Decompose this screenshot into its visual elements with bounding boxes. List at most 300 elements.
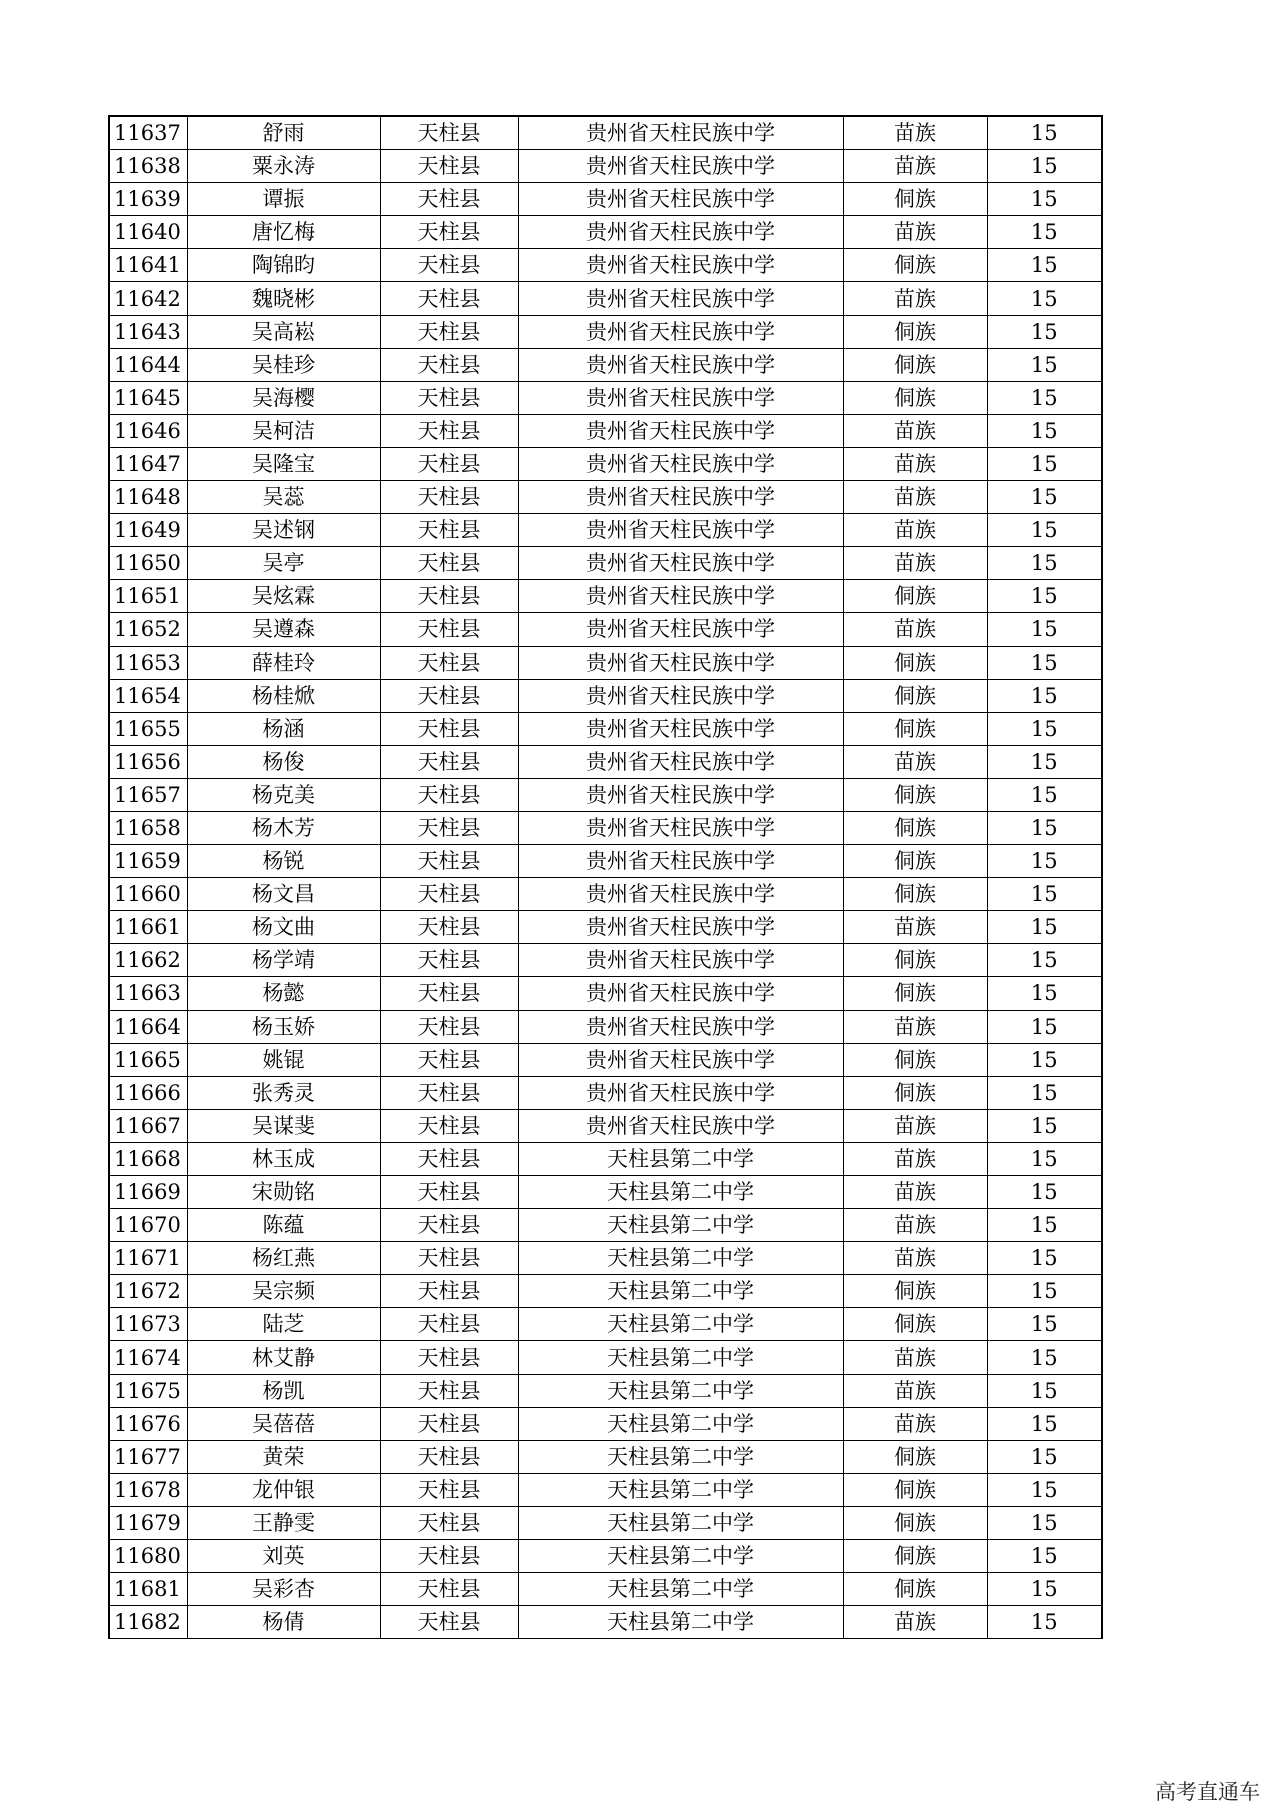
name-cell: 陈蕴 — [187, 1209, 380, 1242]
county-cell: 天柱县 — [380, 216, 518, 249]
ethnicity-cell: 侗族 — [843, 1540, 987, 1573]
row-number-cell: 11670 — [109, 1209, 187, 1242]
ethnicity-cell: 侗族 — [843, 381, 987, 414]
school-cell: 贵州省天柱民族中学 — [518, 116, 843, 150]
school-cell: 贵州省天柱民族中学 — [518, 216, 843, 249]
county-cell: 天柱县 — [380, 481, 518, 514]
county-cell: 天柱县 — [380, 282, 518, 315]
score-cell: 15 — [987, 116, 1102, 150]
row-number-cell: 11652 — [109, 613, 187, 646]
ethnicity-cell: 侗族 — [843, 249, 987, 282]
school-cell: 贵州省天柱民族中学 — [518, 1043, 843, 1076]
ethnicity-cell: 侗族 — [843, 811, 987, 844]
table-row — [109, 1473, 1102, 1506]
ethnicity-cell: 侗族 — [843, 944, 987, 977]
table-row — [109, 1010, 1102, 1043]
ethnicity-cell: 侗族 — [843, 1275, 987, 1308]
row-number-cell: 11653 — [109, 646, 187, 679]
name-cell: 杨红燕 — [187, 1242, 380, 1275]
name-cell: 杨克美 — [187, 778, 380, 811]
row-number-cell: 11667 — [109, 1109, 187, 1142]
row-number-cell: 11665 — [109, 1043, 187, 1076]
score-cell: 15 — [987, 1010, 1102, 1043]
name-cell: 魏晓彬 — [187, 282, 380, 315]
county-cell: 天柱县 — [380, 1573, 518, 1606]
row-number-cell: 11646 — [109, 414, 187, 447]
score-cell: 15 — [987, 1275, 1102, 1308]
row-number-cell: 11650 — [109, 547, 187, 580]
table-row — [109, 1506, 1102, 1539]
name-cell: 杨锐 — [187, 845, 380, 878]
county-cell: 天柱县 — [380, 1374, 518, 1407]
table-row — [109, 878, 1102, 911]
table-row — [109, 1606, 1102, 1639]
score-cell: 15 — [987, 977, 1102, 1010]
ethnicity-cell: 侗族 — [843, 1308, 987, 1341]
name-cell: 宋勋铭 — [187, 1176, 380, 1209]
county-cell: 天柱县 — [380, 547, 518, 580]
school-cell: 天柱县第二中学 — [518, 1407, 843, 1440]
name-cell: 谭振 — [187, 183, 380, 216]
ethnicity-cell: 侗族 — [843, 679, 987, 712]
school-cell: 贵州省天柱民族中学 — [518, 712, 843, 745]
ethnicity-cell: 苗族 — [843, 282, 987, 315]
row-number-cell: 11640 — [109, 216, 187, 249]
row-number-cell: 11678 — [109, 1473, 187, 1506]
school-cell: 贵州省天柱民族中学 — [518, 845, 843, 878]
row-number-cell: 11680 — [109, 1540, 187, 1573]
school-cell: 贵州省天柱民族中学 — [518, 315, 843, 348]
score-cell: 15 — [987, 878, 1102, 911]
table-row — [109, 1341, 1102, 1374]
ethnicity-cell: 苗族 — [843, 216, 987, 249]
score-cell: 15 — [987, 1109, 1102, 1142]
county-cell: 天柱县 — [380, 1506, 518, 1539]
score-cell: 15 — [987, 315, 1102, 348]
county-cell: 天柱县 — [380, 1242, 518, 1275]
row-number-cell: 11682 — [109, 1606, 187, 1639]
table-row — [109, 447, 1102, 480]
score-cell: 15 — [987, 1473, 1102, 1506]
score-cell: 15 — [987, 1440, 1102, 1473]
score-cell: 15 — [987, 1506, 1102, 1539]
name-cell: 杨木芳 — [187, 811, 380, 844]
school-cell: 贵州省天柱民族中学 — [518, 348, 843, 381]
row-number-cell: 11672 — [109, 1275, 187, 1308]
name-cell: 杨玉娇 — [187, 1010, 380, 1043]
school-cell: 贵州省天柱民族中学 — [518, 878, 843, 911]
row-number-cell: 11651 — [109, 580, 187, 613]
ethnicity-cell: 侗族 — [843, 1076, 987, 1109]
name-cell: 吴蓓蓓 — [187, 1407, 380, 1440]
school-cell: 天柱县第二中学 — [518, 1308, 843, 1341]
score-cell: 15 — [987, 845, 1102, 878]
ethnicity-cell: 苗族 — [843, 1606, 987, 1639]
score-cell: 15 — [987, 547, 1102, 580]
name-cell: 林艾静 — [187, 1341, 380, 1374]
table-row — [109, 613, 1102, 646]
score-cell: 15 — [987, 712, 1102, 745]
row-number-cell: 11662 — [109, 944, 187, 977]
school-cell: 天柱县第二中学 — [518, 1440, 843, 1473]
table-row — [109, 679, 1102, 712]
row-number-cell: 11655 — [109, 712, 187, 745]
table-row — [109, 1142, 1102, 1175]
school-cell: 天柱县第二中学 — [518, 1473, 843, 1506]
ethnicity-cell: 侗族 — [843, 712, 987, 745]
row-number-cell: 11663 — [109, 977, 187, 1010]
county-cell: 天柱县 — [380, 712, 518, 745]
name-cell: 唐忆梅 — [187, 216, 380, 249]
table-row — [109, 1209, 1102, 1242]
school-cell: 贵州省天柱民族中学 — [518, 580, 843, 613]
row-number-cell: 11657 — [109, 778, 187, 811]
school-cell: 贵州省天柱民族中学 — [518, 646, 843, 679]
school-cell: 贵州省天柱民族中学 — [518, 249, 843, 282]
table-row — [109, 249, 1102, 282]
ethnicity-cell: 苗族 — [843, 1341, 987, 1374]
table-row — [109, 1573, 1102, 1606]
school-cell: 贵州省天柱民族中学 — [518, 381, 843, 414]
ethnicity-cell: 苗族 — [843, 1374, 987, 1407]
row-number-cell: 11661 — [109, 911, 187, 944]
school-cell: 贵州省天柱民族中学 — [518, 547, 843, 580]
county-cell: 天柱县 — [380, 315, 518, 348]
ethnicity-cell: 苗族 — [843, 1142, 987, 1175]
school-cell: 天柱县第二中学 — [518, 1209, 843, 1242]
score-cell: 15 — [987, 1308, 1102, 1341]
county-cell: 天柱县 — [380, 911, 518, 944]
ethnicity-cell: 侗族 — [843, 1506, 987, 1539]
name-cell: 姚锟 — [187, 1043, 380, 1076]
roster-table — [108, 115, 1103, 1639]
school-cell: 天柱县第二中学 — [518, 1176, 843, 1209]
county-cell: 天柱县 — [380, 1473, 518, 1506]
county-cell: 天柱县 — [380, 1109, 518, 1142]
school-cell: 贵州省天柱民族中学 — [518, 282, 843, 315]
score-cell: 15 — [987, 447, 1102, 480]
row-number-cell: 11677 — [109, 1440, 187, 1473]
score-cell: 15 — [987, 348, 1102, 381]
score-cell: 15 — [987, 216, 1102, 249]
school-cell: 贵州省天柱民族中学 — [518, 514, 843, 547]
ethnicity-cell: 侗族 — [843, 580, 987, 613]
row-number-cell: 11664 — [109, 1010, 187, 1043]
row-number-cell: 11638 — [109, 150, 187, 183]
school-cell: 贵州省天柱民族中学 — [518, 1076, 843, 1109]
county-cell: 天柱县 — [380, 580, 518, 613]
name-cell: 吴宗频 — [187, 1275, 380, 1308]
ethnicity-cell: 侗族 — [843, 778, 987, 811]
score-cell: 15 — [987, 679, 1102, 712]
table-row — [109, 712, 1102, 745]
ethnicity-cell: 苗族 — [843, 481, 987, 514]
score-cell: 15 — [987, 381, 1102, 414]
name-cell: 舒雨 — [187, 116, 380, 150]
school-cell: 贵州省天柱民族中学 — [518, 1109, 843, 1142]
score-cell: 15 — [987, 580, 1102, 613]
name-cell: 杨文昌 — [187, 878, 380, 911]
school-cell: 贵州省天柱民族中学 — [518, 811, 843, 844]
table-row — [109, 1440, 1102, 1473]
county-cell: 天柱县 — [380, 811, 518, 844]
score-cell: 15 — [987, 249, 1102, 282]
score-cell: 15 — [987, 514, 1102, 547]
county-cell: 天柱县 — [380, 1606, 518, 1639]
score-cell: 15 — [987, 1573, 1102, 1606]
score-cell: 15 — [987, 1043, 1102, 1076]
name-cell: 吴亭 — [187, 547, 380, 580]
school-cell: 天柱县第二中学 — [518, 1540, 843, 1573]
ethnicity-cell: 苗族 — [843, 1407, 987, 1440]
ethnicity-cell: 苗族 — [843, 1109, 987, 1142]
ethnicity-cell: 侗族 — [843, 315, 987, 348]
ethnicity-cell: 侗族 — [843, 1573, 987, 1606]
name-cell: 龙仲银 — [187, 1473, 380, 1506]
table-row — [109, 646, 1102, 679]
score-cell: 15 — [987, 1374, 1102, 1407]
table-row — [109, 514, 1102, 547]
table-row — [109, 1308, 1102, 1341]
ethnicity-cell: 苗族 — [843, 150, 987, 183]
ethnicity-cell: 苗族 — [843, 1209, 987, 1242]
ethnicity-cell: 苗族 — [843, 911, 987, 944]
name-cell: 黄荣 — [187, 1440, 380, 1473]
row-number-cell: 11659 — [109, 845, 187, 878]
table-row — [109, 1407, 1102, 1440]
table-row — [109, 580, 1102, 613]
row-number-cell: 11641 — [109, 249, 187, 282]
county-cell: 天柱县 — [380, 514, 518, 547]
school-cell: 贵州省天柱民族中学 — [518, 911, 843, 944]
county-cell: 天柱县 — [380, 1540, 518, 1573]
county-cell: 天柱县 — [380, 1341, 518, 1374]
school-cell: 天柱县第二中学 — [518, 1242, 843, 1275]
school-cell: 贵州省天柱民族中学 — [518, 613, 843, 646]
ethnicity-cell: 苗族 — [843, 116, 987, 150]
score-cell: 15 — [987, 944, 1102, 977]
score-cell: 15 — [987, 778, 1102, 811]
table-row — [109, 216, 1102, 249]
row-number-cell: 11645 — [109, 381, 187, 414]
ethnicity-cell: 侗族 — [843, 977, 987, 1010]
county-cell: 天柱县 — [380, 1209, 518, 1242]
county-cell: 天柱县 — [380, 1407, 518, 1440]
name-cell: 杨懿 — [187, 977, 380, 1010]
ethnicity-cell: 苗族 — [843, 447, 987, 480]
county-cell: 天柱县 — [380, 1010, 518, 1043]
table-row — [109, 481, 1102, 514]
county-cell: 天柱县 — [380, 1275, 518, 1308]
ethnicity-cell: 苗族 — [843, 1010, 987, 1043]
roster-table-body — [109, 116, 1102, 1639]
score-cell: 15 — [987, 1142, 1102, 1175]
county-cell: 天柱县 — [380, 646, 518, 679]
name-cell: 刘英 — [187, 1540, 380, 1573]
school-cell: 贵州省天柱民族中学 — [518, 414, 843, 447]
county-cell: 天柱县 — [380, 878, 518, 911]
score-cell: 15 — [987, 1076, 1102, 1109]
school-cell: 天柱县第二中学 — [518, 1275, 843, 1308]
ethnicity-cell: 苗族 — [843, 1176, 987, 1209]
county-cell: 天柱县 — [380, 1043, 518, 1076]
ethnicity-cell: 侗族 — [843, 878, 987, 911]
row-number-cell: 11681 — [109, 1573, 187, 1606]
name-cell: 吴桂珍 — [187, 348, 380, 381]
table-row — [109, 911, 1102, 944]
table-row — [109, 1176, 1102, 1209]
table-row — [109, 1275, 1102, 1308]
table-row — [109, 348, 1102, 381]
name-cell: 王静雯 — [187, 1506, 380, 1539]
ethnicity-cell: 苗族 — [843, 514, 987, 547]
score-cell: 15 — [987, 1606, 1102, 1639]
table-row — [109, 1076, 1102, 1109]
score-cell: 15 — [987, 282, 1102, 315]
county-cell: 天柱县 — [380, 679, 518, 712]
row-number-cell: 11658 — [109, 811, 187, 844]
table-row — [109, 811, 1102, 844]
ethnicity-cell: 苗族 — [843, 414, 987, 447]
score-cell: 15 — [987, 1209, 1102, 1242]
county-cell: 天柱县 — [380, 613, 518, 646]
row-number-cell: 11674 — [109, 1341, 187, 1374]
table-row — [109, 150, 1102, 183]
row-number-cell: 11675 — [109, 1374, 187, 1407]
name-cell: 吴蕊 — [187, 481, 380, 514]
table-row — [109, 1109, 1102, 1142]
score-cell: 15 — [987, 1242, 1102, 1275]
row-number-cell: 11637 — [109, 116, 187, 150]
row-number-cell: 11668 — [109, 1142, 187, 1175]
name-cell: 吴述钢 — [187, 514, 380, 547]
score-cell: 15 — [987, 646, 1102, 679]
ethnicity-cell: 侗族 — [843, 845, 987, 878]
score-cell: 15 — [987, 183, 1102, 216]
row-number-cell: 11648 — [109, 481, 187, 514]
name-cell: 林玉成 — [187, 1142, 380, 1175]
table-row — [109, 1242, 1102, 1275]
ethnicity-cell: 侗族 — [843, 646, 987, 679]
ethnicity-cell: 侗族 — [843, 183, 987, 216]
score-cell: 15 — [987, 1407, 1102, 1440]
school-cell: 贵州省天柱民族中学 — [518, 150, 843, 183]
table-row — [109, 1374, 1102, 1407]
score-cell: 15 — [987, 911, 1102, 944]
table-row — [109, 944, 1102, 977]
table-row — [109, 414, 1102, 447]
table-row — [109, 282, 1102, 315]
watermark-text: 高考直通车 — [1155, 1780, 1260, 1804]
school-cell: 贵州省天柱民族中学 — [518, 778, 843, 811]
row-number-cell: 11666 — [109, 1076, 187, 1109]
school-cell: 天柱县第二中学 — [518, 1506, 843, 1539]
county-cell: 天柱县 — [380, 1076, 518, 1109]
score-cell: 15 — [987, 811, 1102, 844]
county-cell: 天柱县 — [380, 381, 518, 414]
score-cell: 15 — [987, 481, 1102, 514]
score-cell: 15 — [987, 1540, 1102, 1573]
name-cell: 吴炫霖 — [187, 580, 380, 613]
name-cell: 杨凯 — [187, 1374, 380, 1407]
table-row — [109, 1043, 1102, 1076]
county-cell: 天柱县 — [380, 845, 518, 878]
county-cell: 天柱县 — [380, 249, 518, 282]
name-cell: 杨桂焮 — [187, 679, 380, 712]
row-number-cell: 11639 — [109, 183, 187, 216]
school-cell: 贵州省天柱民族中学 — [518, 745, 843, 778]
table-row — [109, 1540, 1102, 1573]
county-cell: 天柱县 — [380, 1142, 518, 1175]
table-row — [109, 183, 1102, 216]
table-row — [109, 547, 1102, 580]
school-cell: 贵州省天柱民族中学 — [518, 679, 843, 712]
table-row — [109, 977, 1102, 1010]
ethnicity-cell: 侗族 — [843, 1043, 987, 1076]
name-cell: 杨俊 — [187, 745, 380, 778]
name-cell: 吴海樱 — [187, 381, 380, 414]
name-cell: 吴遵森 — [187, 613, 380, 646]
name-cell: 杨学靖 — [187, 944, 380, 977]
ethnicity-cell: 苗族 — [843, 1242, 987, 1275]
row-number-cell: 11671 — [109, 1242, 187, 1275]
school-cell: 贵州省天柱民族中学 — [518, 944, 843, 977]
county-cell: 天柱县 — [380, 150, 518, 183]
school-cell: 贵州省天柱民族中学 — [518, 447, 843, 480]
name-cell: 吴高崧 — [187, 315, 380, 348]
ethnicity-cell: 苗族 — [843, 547, 987, 580]
row-number-cell: 11654 — [109, 679, 187, 712]
name-cell: 吴柯洁 — [187, 414, 380, 447]
county-cell: 天柱县 — [380, 778, 518, 811]
county-cell: 天柱县 — [380, 447, 518, 480]
score-cell: 15 — [987, 745, 1102, 778]
county-cell: 天柱县 — [380, 1176, 518, 1209]
row-number-cell: 11647 — [109, 447, 187, 480]
county-cell: 天柱县 — [380, 1308, 518, 1341]
name-cell: 杨倩 — [187, 1606, 380, 1639]
score-cell: 15 — [987, 414, 1102, 447]
ethnicity-cell: 苗族 — [843, 613, 987, 646]
score-cell: 15 — [987, 1341, 1102, 1374]
row-number-cell: 11660 — [109, 878, 187, 911]
school-cell: 贵州省天柱民族中学 — [518, 183, 843, 216]
name-cell: 陶锦昀 — [187, 249, 380, 282]
name-cell: 粟永涛 — [187, 150, 380, 183]
school-cell: 天柱县第二中学 — [518, 1341, 843, 1374]
score-cell: 15 — [987, 613, 1102, 646]
table-row — [109, 315, 1102, 348]
row-number-cell: 11644 — [109, 348, 187, 381]
table-row — [109, 845, 1102, 878]
score-cell: 15 — [987, 150, 1102, 183]
table-row — [109, 745, 1102, 778]
row-number-cell: 11642 — [109, 282, 187, 315]
county-cell: 天柱县 — [380, 348, 518, 381]
name-cell: 薛桂玲 — [187, 646, 380, 679]
school-cell: 天柱县第二中学 — [518, 1374, 843, 1407]
table-row — [109, 381, 1102, 414]
name-cell: 杨文曲 — [187, 911, 380, 944]
row-number-cell: 11656 — [109, 745, 187, 778]
ethnicity-cell: 侗族 — [843, 348, 987, 381]
table-row — [109, 778, 1102, 811]
ethnicity-cell: 侗族 — [843, 1473, 987, 1506]
name-cell: 吴彩杏 — [187, 1573, 380, 1606]
row-number-cell: 11649 — [109, 514, 187, 547]
name-cell: 陆芝 — [187, 1308, 380, 1341]
school-cell: 天柱县第二中学 — [518, 1606, 843, 1639]
